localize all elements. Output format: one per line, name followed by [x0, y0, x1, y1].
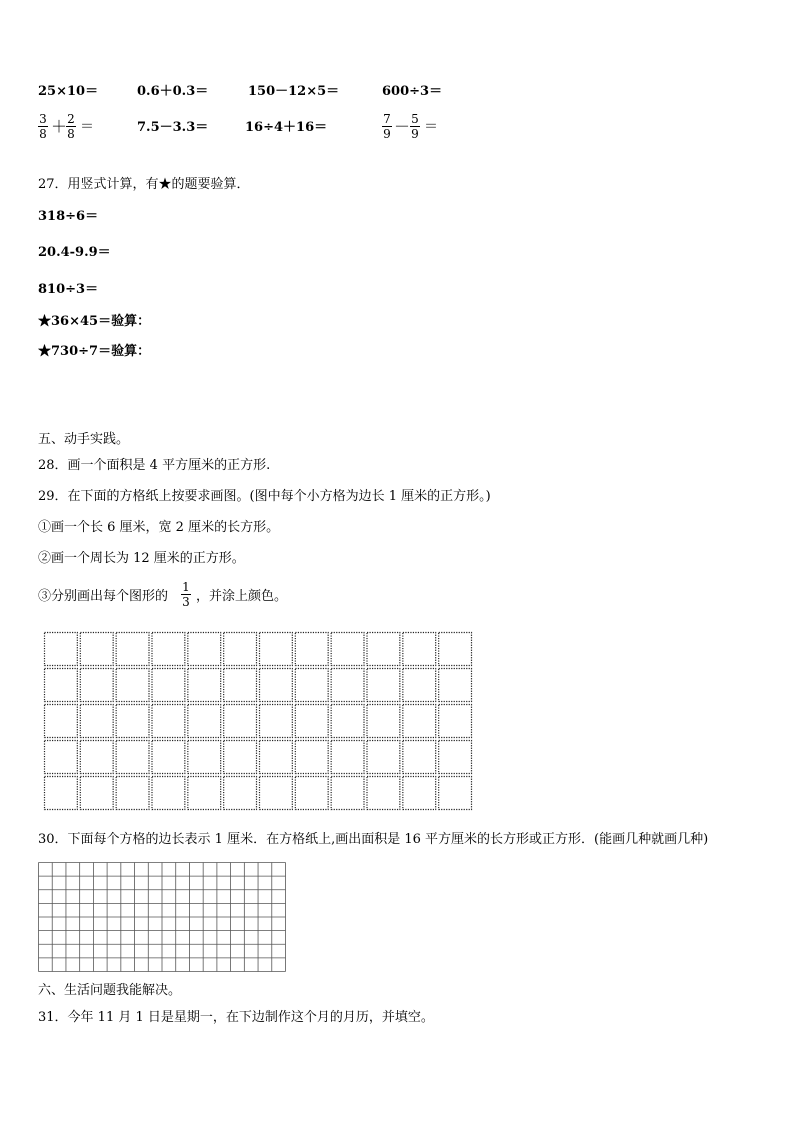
- grid-cell[interactable]: [367, 777, 400, 810]
- grid-cell[interactable]: [403, 633, 436, 666]
- grid-cell[interactable]: [331, 705, 364, 738]
- fraction-7-9: [382, 112, 392, 141]
- grid-cell[interactable]: [367, 741, 400, 774]
- grid-cell[interactable]: [45, 633, 78, 666]
- section-heading: 六、生活问题我能解决。: [38, 983, 182, 998]
- grid-cell[interactable]: [403, 777, 436, 810]
- grid-cell[interactable]: [295, 705, 328, 738]
- calc-r1-4: 600÷3＝: [382, 84, 443, 99]
- frac-den: 3: [182, 595, 190, 609]
- grid-cell[interactable]: [80, 741, 113, 774]
- grid-cell[interactable]: [152, 633, 185, 666]
- grid-cell[interactable]: [116, 669, 149, 702]
- q27-item: ★36×45＝验算：: [38, 314, 151, 329]
- grid-cell[interactable]: [45, 669, 78, 702]
- frac-den: 9: [383, 127, 391, 141]
- section-heading: 五、动手实践。: [38, 432, 130, 447]
- fraction-2-8: [66, 112, 76, 141]
- dotted-grid-svg: [43, 631, 473, 811]
- grid-cell[interactable]: [80, 633, 113, 666]
- equals-sign: ＝: [80, 119, 94, 135]
- q27-title: 27．用竖式计算，有★的题要验算．: [38, 177, 250, 192]
- grid-cell[interactable]: [260, 741, 293, 774]
- grid-cell[interactable]: [224, 777, 257, 810]
- frac-num: 2: [67, 112, 75, 126]
- grid-cell[interactable]: [331, 777, 364, 810]
- grid-cell[interactable]: [45, 705, 78, 738]
- grid-cell[interactable]: [188, 777, 221, 810]
- q27-item: ★730÷7＝验算：: [38, 344, 151, 359]
- grid-cell[interactable]: [116, 741, 149, 774]
- q27-item: 810÷3＝: [38, 282, 99, 297]
- grid-cell[interactable]: [439, 669, 472, 702]
- grid-cell[interactable]: [439, 777, 472, 810]
- grid-cell[interactable]: [45, 777, 78, 810]
- frac-num: 3: [39, 112, 47, 126]
- grid-cell[interactable]: [367, 633, 400, 666]
- grid-cell[interactable]: [116, 633, 149, 666]
- calc-r1-1: 25×10＝: [38, 84, 99, 99]
- grid-cell[interactable]: [152, 705, 185, 738]
- frac-den: 8: [39, 127, 47, 141]
- fine-grid-paper[interactable]: [38, 862, 286, 972]
- grid-cell[interactable]: [80, 669, 113, 702]
- frac-num: 5: [411, 112, 419, 126]
- equals-sign: ＝: [424, 119, 438, 135]
- fraction-1-3: [181, 580, 191, 609]
- grid-cell[interactable]: [260, 669, 293, 702]
- grid-cell[interactable]: [45, 741, 78, 774]
- q29-item: ①画一个长 6 厘米，宽 2 厘米的长方形。: [38, 520, 280, 535]
- plus-sign: ＋: [51, 117, 68, 136]
- q29-item3-post: ，并涂上颜色。: [196, 589, 288, 604]
- fine-grid-svg: [38, 862, 286, 972]
- calc-r1-3: 150－12×5＝: [248, 84, 340, 99]
- frac-num: 7: [383, 112, 391, 126]
- grid-cell[interactable]: [367, 705, 400, 738]
- grid-cell[interactable]: [188, 705, 221, 738]
- q30-title: 30．下面每个方格的边长表示 1 厘米．在方格纸上,画出面积是 16 平方厘米的长方形或正方形．(能画几种就画几种): [38, 832, 709, 847]
- grid-cell[interactable]: [260, 777, 293, 810]
- q28-text: 28．画一个面积是 4 平方厘米的正方形.: [38, 458, 271, 473]
- grid-cell[interactable]: [152, 741, 185, 774]
- q27-item: 20.4-9.9＝: [38, 245, 111, 260]
- q27-item: 318÷6＝: [38, 209, 99, 224]
- q29-item: ②画一个周长为 12 厘米的正方形。: [38, 551, 245, 566]
- calc-r1-2: 0.6＋0.3＝: [137, 84, 209, 99]
- grid-cell[interactable]: [403, 741, 436, 774]
- frac-num: 1: [182, 580, 190, 594]
- grid-cell[interactable]: [367, 669, 400, 702]
- grid-cell[interactable]: [116, 705, 149, 738]
- grid-cell[interactable]: [224, 633, 257, 666]
- calc-r2-3: 16÷4＋16＝: [245, 120, 328, 135]
- q29-item3-pre: ③分别画出每个图形的: [38, 589, 169, 604]
- grid-cell[interactable]: [439, 741, 472, 774]
- frac-den: 8: [67, 127, 75, 141]
- grid-cell[interactable]: [331, 633, 364, 666]
- grid-cell[interactable]: [152, 777, 185, 810]
- grid-cell[interactable]: [403, 705, 436, 738]
- calc-r2-2: 7.5－3.3＝: [137, 120, 209, 135]
- q31-text: 31．今年 11 月 1 日是星期一，在下边制作这个月的月历，并填空。: [38, 1010, 434, 1025]
- grid-cell[interactable]: [403, 669, 436, 702]
- frac-den: 9: [411, 127, 419, 141]
- grid-cell[interactable]: [439, 705, 472, 738]
- grid-cell[interactable]: [260, 705, 293, 738]
- grid-cell[interactable]: [224, 705, 257, 738]
- grid-cell[interactable]: [188, 669, 221, 702]
- q29-title: 29．在下面的方格纸上按要求画图。(图中每个小方格为边长 1 厘米的正方形。): [38, 489, 491, 504]
- grid-cell[interactable]: [439, 633, 472, 666]
- grid-cell[interactable]: [260, 633, 293, 666]
- fraction-3-8: [38, 112, 48, 141]
- grid-cell[interactable]: [295, 741, 328, 774]
- grid-cell[interactable]: [224, 669, 257, 702]
- grid-cell[interactable]: [295, 777, 328, 810]
- fraction-5-9: [410, 112, 420, 141]
- grid-cell[interactable]: [224, 741, 257, 774]
- dotted-grid-paper[interactable]: [43, 631, 473, 811]
- grid-cell[interactable]: [188, 633, 221, 666]
- grid-cell[interactable]: [116, 777, 149, 810]
- grid-cell[interactable]: [295, 633, 328, 666]
- grid-cell[interactable]: [152, 669, 185, 702]
- minus-sign: －: [394, 117, 411, 136]
- grid-cell[interactable]: [80, 705, 113, 738]
- grid-cell[interactable]: [80, 777, 113, 810]
- grid-cell[interactable]: [331, 669, 364, 702]
- grid-cell[interactable]: [188, 741, 221, 774]
- grid-cell[interactable]: [295, 669, 328, 702]
- grid-cell[interactable]: [331, 741, 364, 774]
